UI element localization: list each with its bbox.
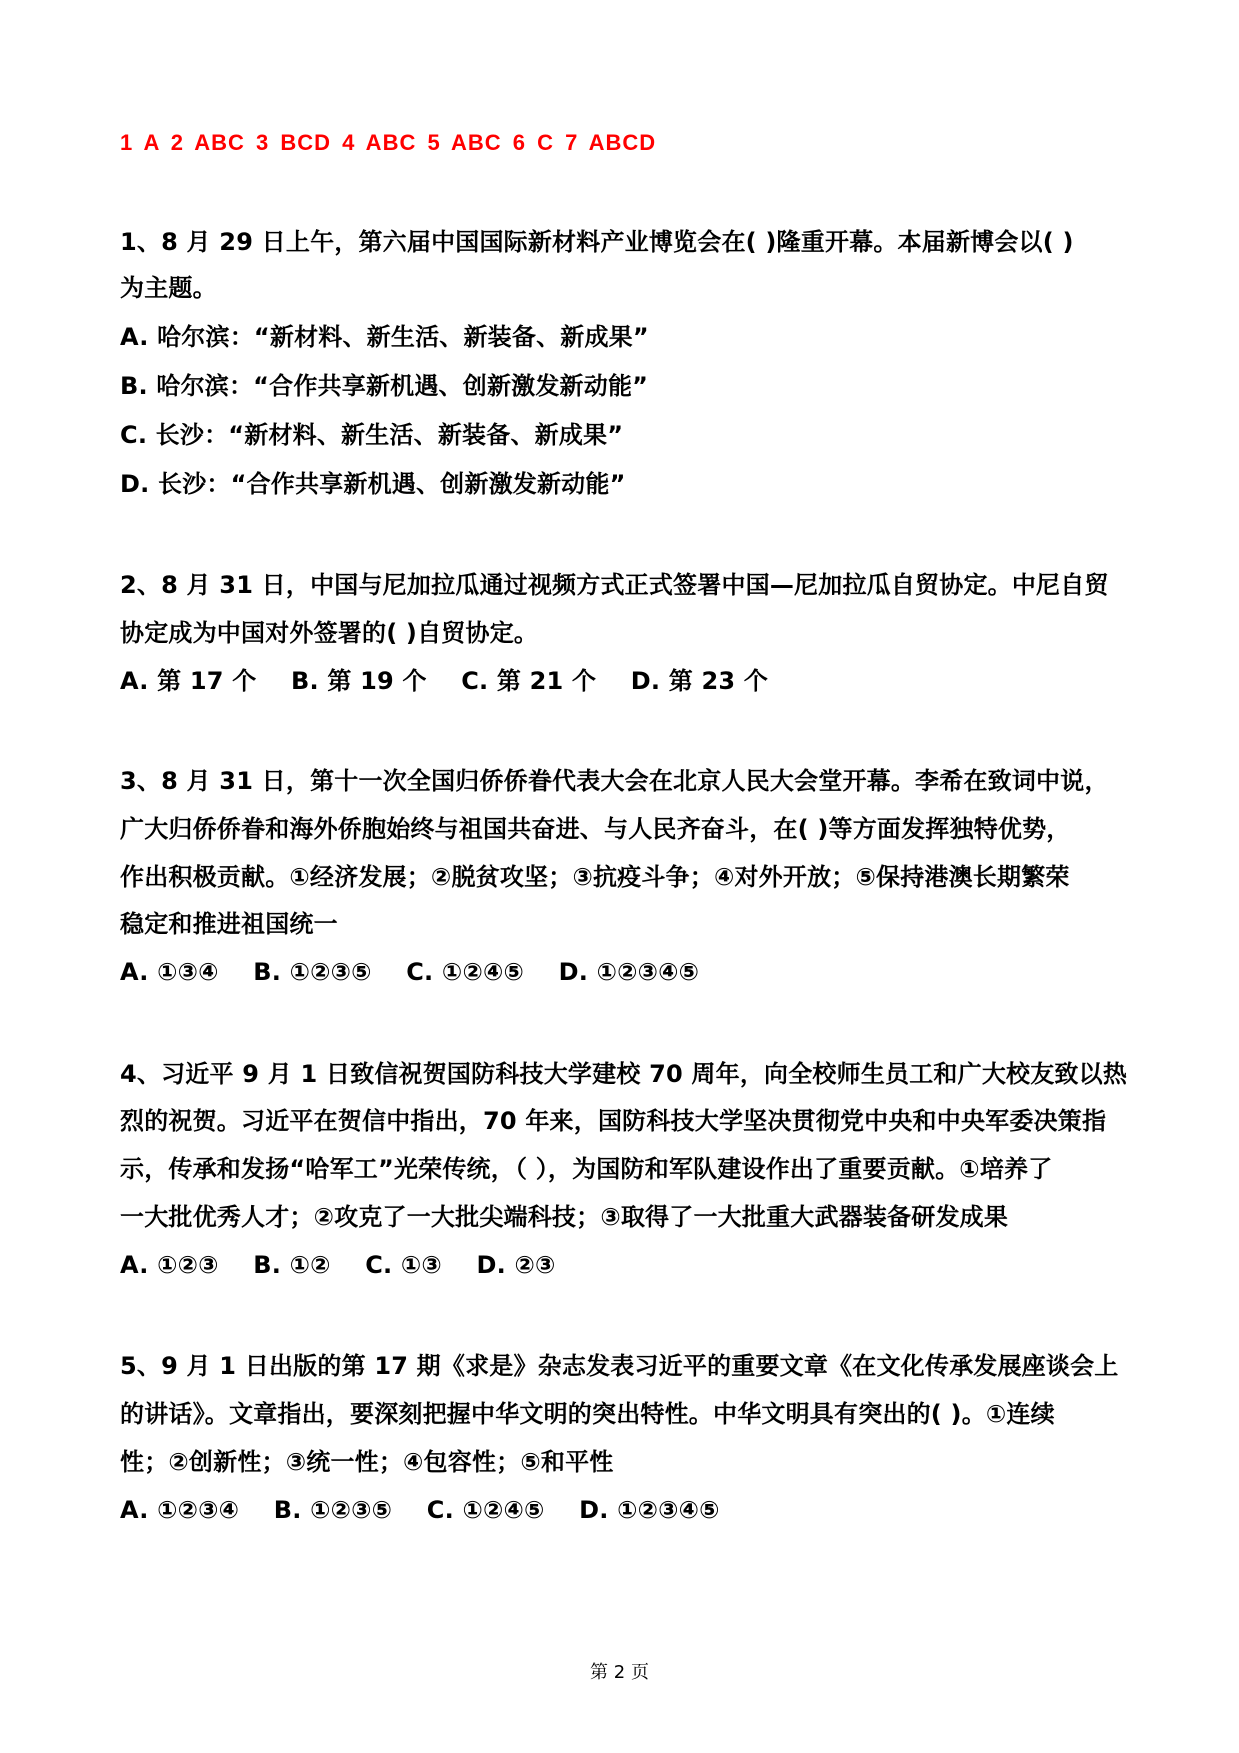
option-d: D. ①②③④⑤ [579, 1496, 720, 1524]
option-c: C. ①②④⑤ [406, 958, 525, 986]
question-text-line: 1、8 月 29 日上午，第六届中国国际新材料产业博览会在( )隆重开幕。本届新博会以( ) [120, 228, 1074, 256]
options-row [120, 957, 725, 987]
question-text-line: 烈的祝贺。习近平在贺信中指出，70 年来，国防科技大学坚决贯彻党中央和中央军委决策指 [120, 1107, 1107, 1135]
option-a: A. ①③④ [120, 958, 219, 986]
option-b: B. ①② [253, 1251, 331, 1279]
option-d: D. 长沙：“合作共享新机遇、创新激发新动能” [120, 470, 626, 498]
question-text-line: 示，传承和发扬“哈军工”光荣传统，（ ），为国防和军队建设作出了重要贡献。①培养了 [120, 1155, 1053, 1183]
option-b: B. ①②③⑤ [253, 958, 372, 986]
option-d: D. 第 23 个 [630, 667, 769, 695]
option-d: D. ②③ [476, 1251, 556, 1279]
answer-key: 1 A 2 ABC 3 BCD 4 ABC 5 ABC 6 C 7 ABCD [120, 130, 657, 155]
option-a: A. ①②③④ [120, 1496, 240, 1524]
option-c: C. 长沙：“新材料、新生活、新装备、新成果” [120, 421, 624, 449]
option-a: A. 第 17 个 [120, 667, 257, 695]
question-text-line: 稳定和推进祖国统一 [120, 910, 338, 938]
question-text-line: 4、习近平 9 月 1 日致信祝贺国防科技大学建校 70 周年，向全校师生员工和广大校友致以热 [120, 1060, 1128, 1088]
option-b: B. 第 19 个 [290, 667, 427, 695]
question-text-line: 的讲话》。文章指出，要深刻把握中华文明的突出特性。中华文明具有突出的( )。①连续 [120, 1400, 1055, 1428]
options-row [120, 666, 794, 696]
option-c: C. 第 21 个 [461, 667, 597, 695]
options-row [120, 1495, 746, 1525]
option-b: B. ①②③⑤ [273, 1496, 393, 1524]
question-text-line: 一大批优秀人才；②攻克了一大批尖端科技；③取得了一大批重大武器装备研发成果 [120, 1203, 1009, 1231]
option-c: C. ①②④⑤ [426, 1496, 545, 1524]
option-a: A. 哈尔滨：“新材料、新生活、新装备、新成果” [120, 323, 649, 351]
question-text-line: 为主题。 [120, 274, 217, 302]
question-text-line: 5、9 月 1 日出版的第 17 期《求是》杂志发表习近平的重要文章《在文化传承发展座谈会上 [120, 1352, 1119, 1380]
question-text-line: 2、8 月 31 日，中国与尼加拉瓜通过视频方式正式签署中国—尼加拉瓜自贸协定。中尼自贸 [120, 571, 1109, 599]
question-text-line: 性；②创新性；③统一性；④包容性；⑤和平性 [120, 1448, 614, 1476]
option-d: D. ①②③④⑤ [558, 958, 700, 986]
question-text-line: 作出积极贡献。①经济发展；②脱贫攻坚；③抗疫斗争；④对外开放；⑤保持港澳长期繁荣 [120, 863, 1070, 891]
option-a: A. ①②③ [120, 1251, 219, 1279]
options-row [120, 1250, 582, 1280]
question-text-line: 协定成为中国对外签署的( )自贸协定。 [120, 619, 539, 647]
option-c: C. ①③ [365, 1251, 442, 1279]
option-b: B. 哈尔滨：“合作共享新机遇、创新激发新动能” [120, 372, 649, 400]
page-number: 第 2 页 [590, 1662, 649, 1683]
question-text-line: 3、8 月 31 日，第十一次全国归侨侨眷代表大会在北京人民大会堂开幕。李希在致词中说， [120, 767, 1109, 795]
question-text-line: 广大归侨侨眷和海外侨胞始终与祖国共奋进、与人民齐奋斗，在( )等方面发挥独特优势， [120, 815, 1071, 843]
